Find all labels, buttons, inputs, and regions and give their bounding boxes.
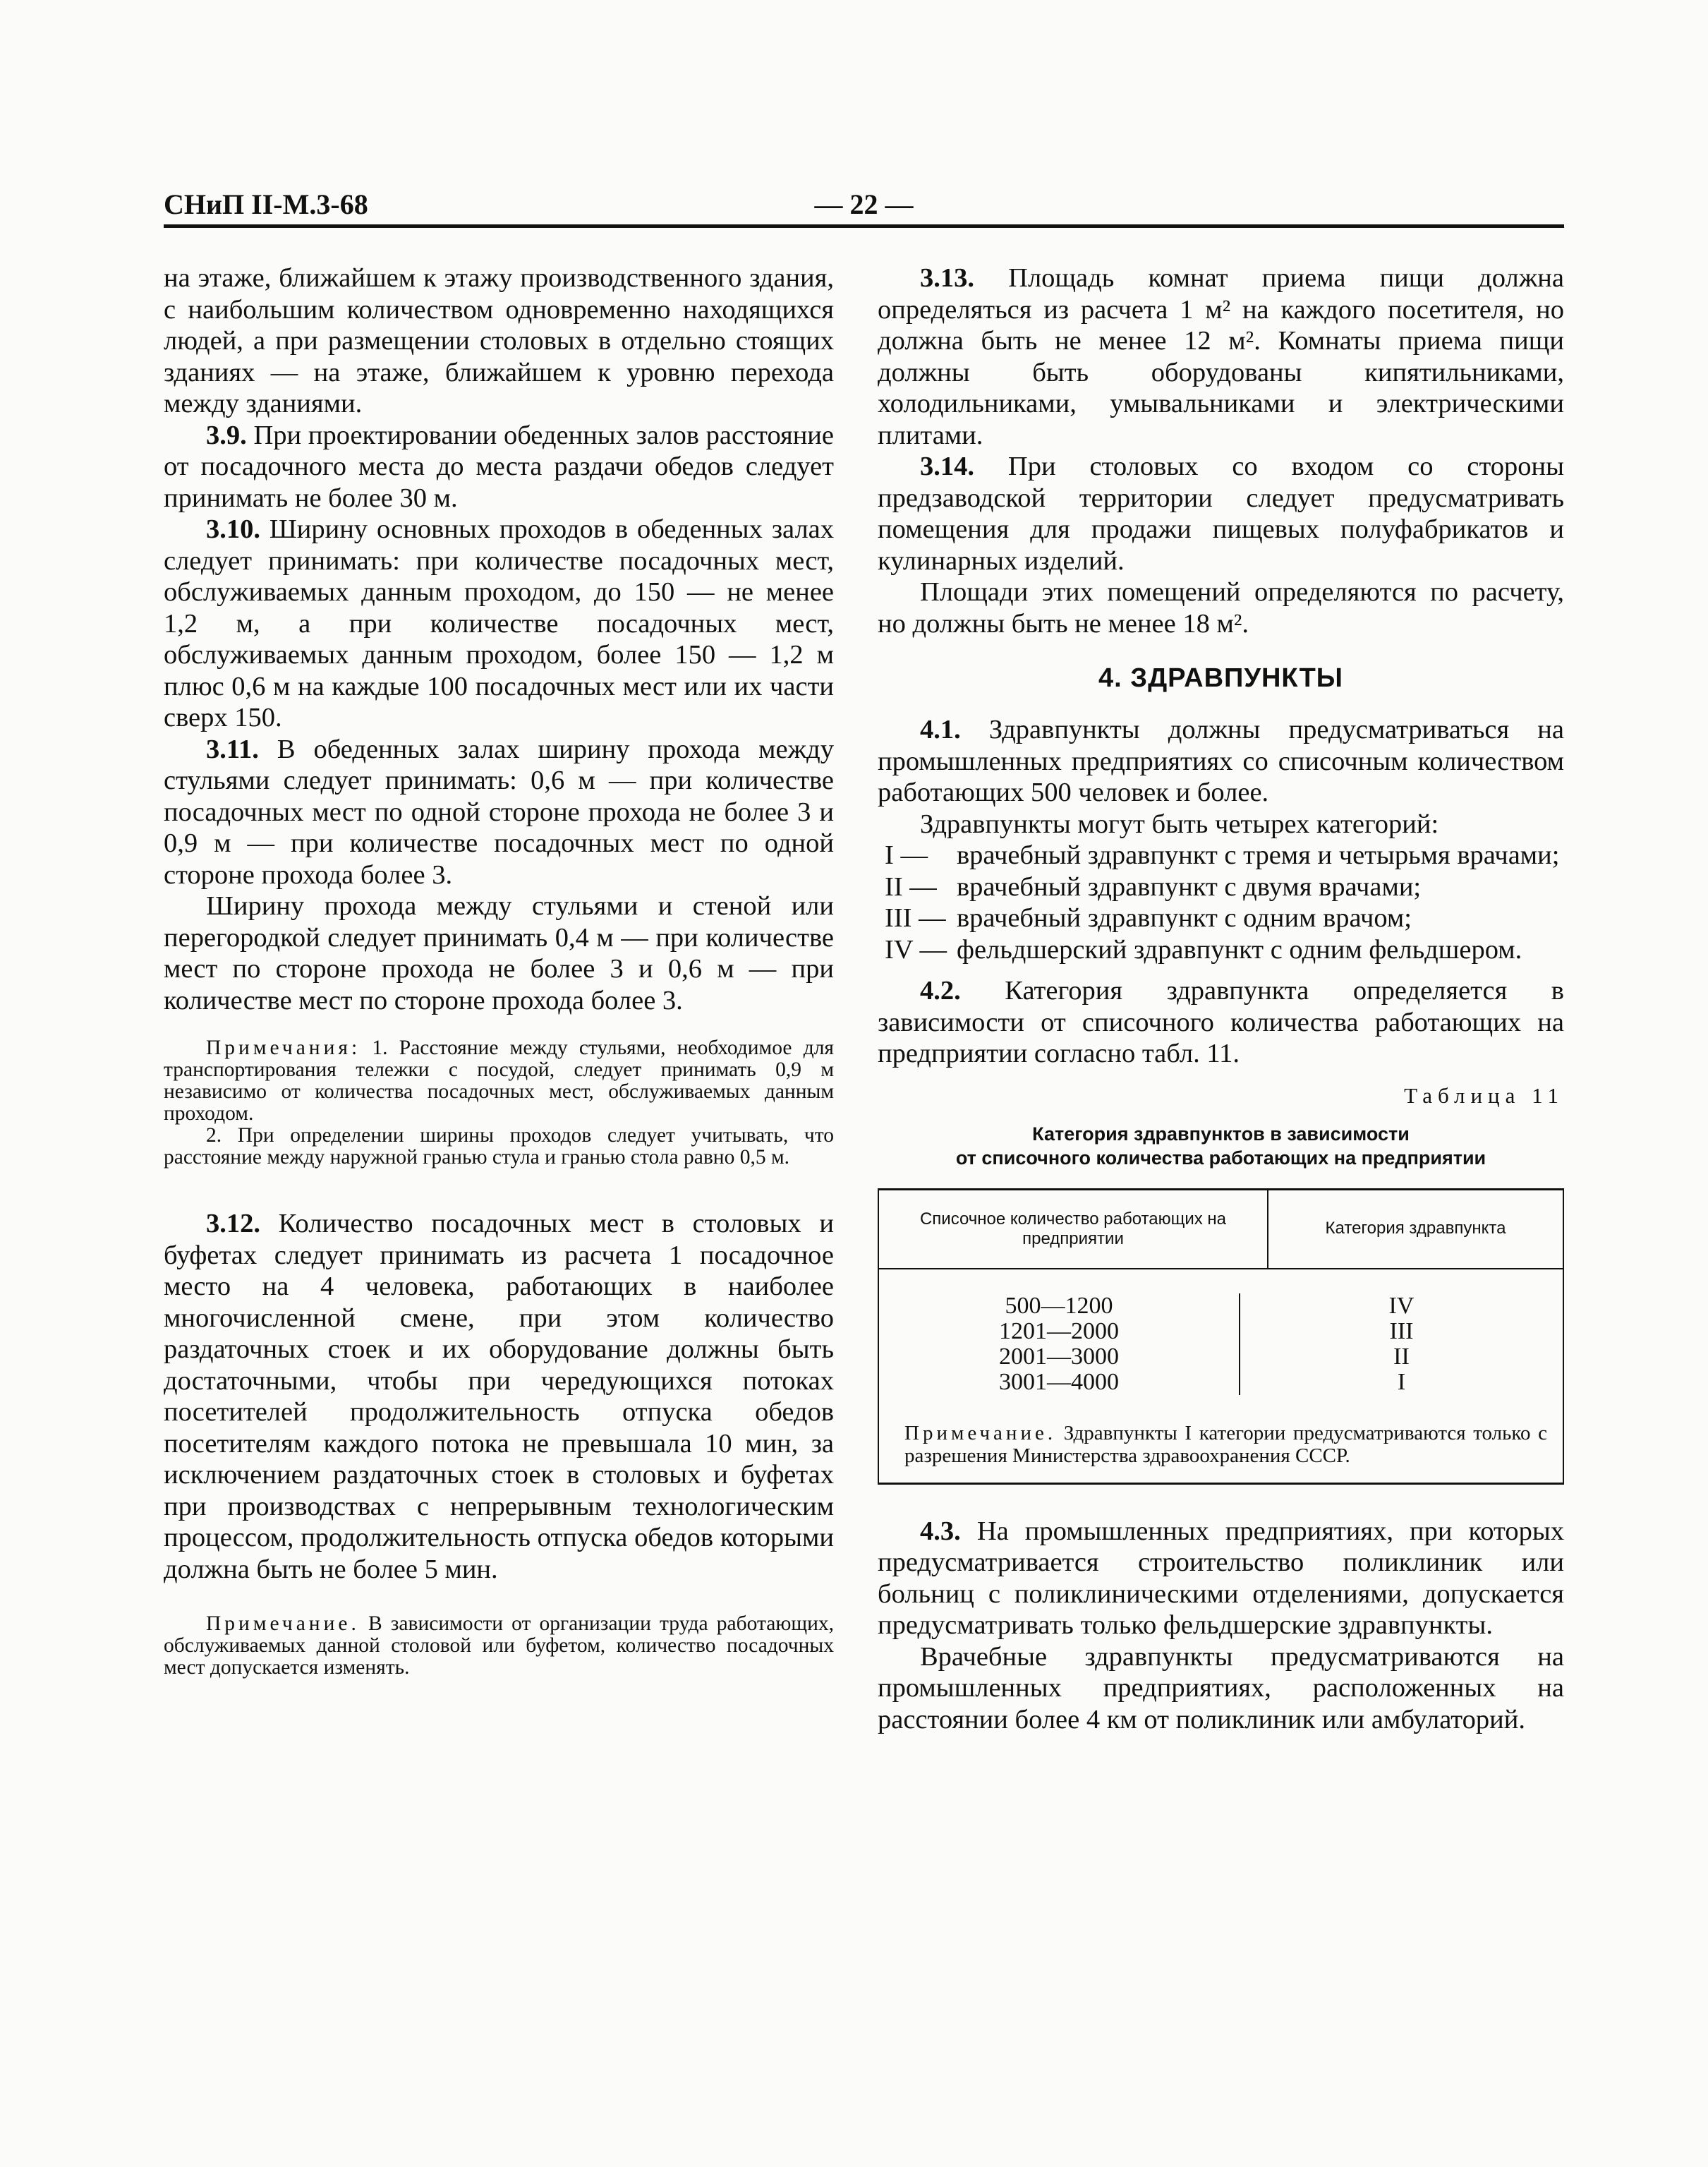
list-item-text: фельдшерский здравпункт с одним фельдшером. bbox=[957, 934, 1522, 965]
table-cell: 1201—2000 bbox=[999, 1317, 1119, 1344]
clause-text: Количество посадочных мест в столовых и буфетах следует принимать из расчета 1 посадочное место на 4 человека, работающих в наиболее многочисленной смене, при этом количество раздаточных стоек и их оборудование должны быть достаточными, чтобы при чередующихся потоках посетителей продолжительность отпуска обедов посетителям каждого потока не превышала 10 мин, за исключением раздаточных стоек в столовых и буфетах при производствах с непрерывным технологическим процессом, продолжительность отпуска обедов которыми должна быть не более 5 мин. bbox=[164, 1209, 834, 1584]
paragraph-4-3 bbox=[878, 1516, 1564, 1641]
table-column-category bbox=[1240, 1293, 1563, 1395]
clause-number: 4.3. bbox=[920, 1516, 961, 1546]
table-cell: I bbox=[1397, 1368, 1406, 1395]
table-header-category: Категория здравпункта bbox=[1325, 1219, 1506, 1238]
clause-number: 3.12. bbox=[206, 1209, 260, 1238]
table-note bbox=[879, 1406, 1563, 1483]
clause-text: При проектировании обеденных залов расстояние от посадочного места до места раздачи обедов следует принимать не более 30 м. bbox=[164, 420, 834, 513]
table-note-label: Примечание. bbox=[904, 1421, 1057, 1444]
list-item-text: врачебный здравпункт с двумя врачами; bbox=[957, 871, 1422, 902]
list-item bbox=[878, 840, 1564, 871]
table-body bbox=[879, 1269, 1563, 1406]
note-2: 2. При определении ширины проходов следует учитывать, что расстояние между наружной гранью стула и гранью стола равно 0,5 м. bbox=[164, 1124, 834, 1169]
notes-label: Примечания: bbox=[206, 1037, 361, 1059]
paragraph-3-14b: Площади этих помещений определяются по расчету, но должны быть не менее 18 м². bbox=[878, 577, 1564, 639]
table-cell: 2001—3000 bbox=[999, 1343, 1119, 1370]
notes-block-2 bbox=[164, 1613, 834, 1679]
clause-number: 3.9. bbox=[206, 420, 247, 450]
paragraph-3-10 bbox=[164, 514, 834, 734]
table-cell: IV bbox=[1388, 1292, 1415, 1319]
note-1: 1. Расстояние между стульями, необходимое для транспортирования тележки с посудой, следует принимать 0,9 м независимо от количества посадочных мест, обслуживаемых данным проходом. bbox=[164, 1037, 834, 1125]
paragraph-3-9 bbox=[164, 420, 834, 514]
list-item-number: IV — bbox=[885, 934, 947, 965]
paragraph-4-1 bbox=[878, 714, 1564, 809]
list-item-text: врачебный здравпункт с одним врачом; bbox=[957, 903, 1412, 933]
paragraph-4-1b: Здравпункты могут быть четырех категорий: bbox=[920, 809, 1439, 839]
clause-number: 3.13. bbox=[920, 263, 974, 293]
notes-block-1 bbox=[164, 1037, 834, 1125]
paragraph-4-2 bbox=[878, 975, 1564, 1070]
list-item bbox=[878, 903, 1564, 934]
clause-number: 3.11. bbox=[206, 734, 259, 764]
table-note-text: Здравпункты I категории предусматриваются только с разрешения Министерства здравоохранения СССР. bbox=[904, 1421, 1547, 1467]
document-code: СНиП II-М.3-68 bbox=[164, 188, 368, 220]
paragraph-3-13 bbox=[878, 262, 1564, 451]
list-item-text: врачебный здравпункт с тремя и четырьмя врачами; bbox=[957, 840, 1560, 870]
table-header-row bbox=[879, 1190, 1563, 1269]
clause-text: На промышленных предприятиях, при которых предусматривается строительство поликлиник или больниц с поликлиническими отделениями, допускается предусматривать только фельдшерские здравпункты. bbox=[878, 1516, 1564, 1640]
table-caption-line-1: Категория здравпунктов в зависимости bbox=[1032, 1123, 1410, 1145]
list-item-number: II — bbox=[885, 871, 937, 902]
clause-text: Площадь комнат приема пищи должна определяться из расчета 1 м² на каждого посетителя, но должна быть не менее 12 м². Комнаты приема пищи должны быть оборудованы кипятильниками, холодильниками, умывальниками и электрическими плитами. bbox=[878, 263, 1564, 450]
paragraph-continuation: на этаже, ближайшем к этажу производственного здания, с наибольшим количеством одновременно находящихся людей, а при размещении столовых в отдельно стоящих зданиях — на этаже, ближайшем к уровню перехода между зданиями. bbox=[164, 263, 834, 418]
paragraph-3-12 bbox=[164, 1208, 834, 1585]
table-cell: III bbox=[1389, 1317, 1414, 1344]
left-column bbox=[164, 262, 834, 1679]
clause-text: Ширину основных проходов в обеденных залах следует принимать: при количестве посадочных мест, обслуживаемых данным проходом, до 150 — не менее 1,2 м, а при количестве посадочных мест, обслуживаемых данным проходом, более 150 — 1,2 м плюс 0,6 м на каждые 100 посадочных мест или их части сверх 150. bbox=[164, 514, 834, 732]
clause-number: 4.2. bbox=[920, 976, 961, 1006]
table-cell: 500—1200 bbox=[1005, 1292, 1113, 1319]
note-label: Примечание. bbox=[206, 1612, 360, 1635]
note-3: В зависимости от организации труда работающих, обслуживаемых данной столовой или буфетом, количество посадочных мест допускается изменять. bbox=[164, 1612, 834, 1679]
header-rule bbox=[164, 224, 1564, 228]
table-11 bbox=[878, 1188, 1564, 1485]
paragraph-3-14 bbox=[878, 451, 1564, 577]
clause-number: 3.10. bbox=[206, 514, 260, 544]
table-header-count: Списочное количество работающих на предприятии bbox=[879, 1190, 1268, 1268]
paragraph-3-11b: Ширину прохода между стульями и стеной или перегородкой следует принимать 0,4 м — при количестве мест по стороне прохода не более 3 и 0,6 м — при количестве мест по стороне прохода более 3. bbox=[164, 891, 834, 1015]
clause-number: 4.1. bbox=[920, 715, 961, 744]
right-column bbox=[878, 262, 1564, 1735]
page-number: — 22 — bbox=[814, 188, 914, 220]
table-label: Таблица 11 bbox=[1404, 1082, 1564, 1108]
clause-text: При столовых со входом со стороны предзаводской территории следует предусматривать помещения для продажи пищевых полуфабрикатов и кулинарных изделий. bbox=[878, 452, 1564, 576]
table-caption bbox=[878, 1122, 1564, 1170]
page-header bbox=[164, 185, 1564, 224]
list-item-number: I — bbox=[885, 840, 928, 870]
clause-text: Здравпункты должны предусматриваться на промышленных предприятиях со списочным количеством работающих 500 человек и более. bbox=[878, 715, 1564, 807]
clause-text: В обеденных залах ширину прохода между стульями следует принимать: 0,6 м — при количестве посадочных мест по одной стороне прохода не более 3 и 0,9 м — при количестве посадочных мест по одной стороне прохода более 3. bbox=[164, 734, 834, 890]
paragraph-3-11 bbox=[164, 734, 834, 891]
list-item bbox=[878, 871, 1564, 903]
paragraph-4-3b: Врачебные здравпункты предусматриваются на промышленных предприятиях, расположенных на расстоянии более 4 км от поликлиник или амбулаторий. bbox=[878, 1641, 1564, 1734]
table-caption-line-2: от списочного количества работающих на предприятии bbox=[955, 1147, 1486, 1169]
table-cell: 3001—4000 bbox=[999, 1368, 1119, 1395]
category-list bbox=[878, 840, 1564, 965]
list-item-number: III — bbox=[885, 903, 946, 933]
clause-number: 3.14. bbox=[920, 452, 974, 481]
table-column-count bbox=[879, 1293, 1240, 1395]
table-cell: II bbox=[1393, 1343, 1410, 1370]
section-title: 4. ЗДРАВПУНКТЫ bbox=[1098, 663, 1343, 693]
clause-text: Категория здравпункта определяется в зависимости от списочного количества работающих на предприятии согласно табл. 11. bbox=[878, 976, 1564, 1068]
list-item bbox=[878, 934, 1564, 966]
